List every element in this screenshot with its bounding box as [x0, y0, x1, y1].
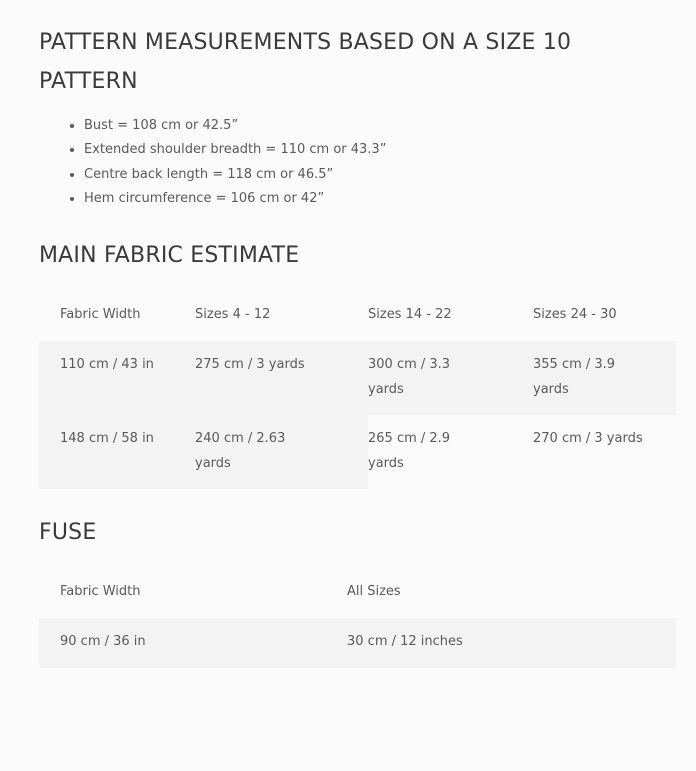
fuse-heading: FUSE	[39, 520, 97, 545]
table-cell: 270 cm / 3 yards	[533, 415, 676, 489]
table-cell: 148 cm / 58 in	[39, 415, 195, 489]
list-item: Hem circumference = 106 cm or 42”	[84, 187, 386, 211]
table-cell: 275 cm / 3 yards	[195, 341, 368, 415]
measurements-list	[39, 114, 386, 211]
table-cell: 265 cm / 2.9 yards	[368, 415, 533, 489]
table-header-row	[39, 568, 676, 618]
table-row	[39, 415, 676, 489]
table-row	[39, 341, 676, 415]
column-header: All Sizes	[347, 584, 401, 599]
column-header: Sizes 4 - 12	[195, 307, 271, 322]
table-row	[39, 618, 676, 668]
table-cell: 30 cm / 12 inches	[347, 618, 676, 668]
pattern-measurements-heading: PATTERN MEASUREMENTS BASED ON A SIZE 10 PATTERN	[39, 30, 572, 94]
main-fabric-table	[39, 291, 676, 489]
table-header-row	[39, 291, 676, 341]
table-cell: 355 cm / 3.9 yards	[533, 341, 676, 415]
list-item: Extended shoulder breadth = 110 cm or 43.3”	[84, 138, 386, 162]
fuse-table	[39, 568, 676, 668]
table-cell: 240 cm / 2.63 yards	[195, 415, 368, 489]
table-cell: 90 cm / 36 in	[39, 618, 347, 668]
column-header: Fabric Width	[60, 307, 141, 322]
list-item: Centre back length = 118 cm or 46.5”	[84, 163, 386, 187]
main-fabric-heading: MAIN FABRIC ESTIMATE	[39, 243, 300, 268]
column-header: Fabric Width	[60, 584, 141, 599]
column-header: Sizes 14 - 22	[368, 307, 452, 322]
table-cell: 110 cm / 43 in	[39, 341, 195, 415]
list-item: Bust = 108 cm or 42.5”	[84, 114, 386, 138]
column-header: Sizes 24 - 30	[533, 307, 617, 322]
table-cell: 300 cm / 3.3 yards	[368, 341, 533, 415]
